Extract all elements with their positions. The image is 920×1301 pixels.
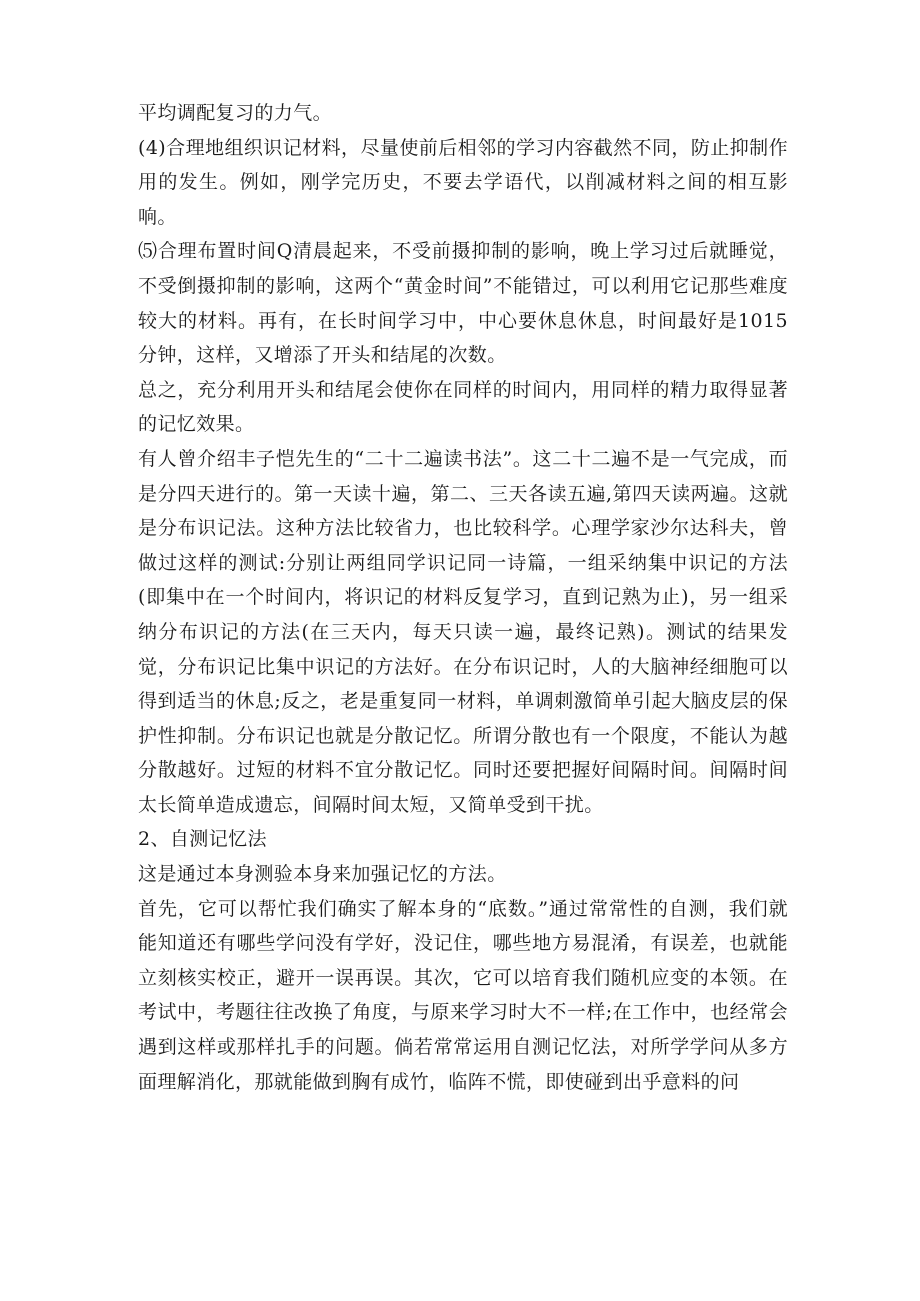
paragraph-summary: 总之，充分利用开头和结尾会使你在同样的时间内，用同样的精力取得显著的记忆效果。	[138, 378, 788, 436]
paragraph-organize-materials: (4)合理地组织识记材料，尽量使前后相邻的学习内容截然不同，防止抑制作用的发生。例如，刚学完历史，不要去学语代，以削减材料之间的相互影响。	[138, 136, 788, 228]
paragraph-review-effort: 平均调配复习的力气。	[138, 102, 333, 124]
document-page	[138, 96, 788, 1099]
section-heading-self-test: 2、自测记忆法	[138, 828, 267, 851]
paragraph-arrange-time: ⑸合理布置时间Q清晨起来，不受前摄抑制的影响，晚上学习过后就睡觉，不受倒摄抑制的影响，这两个“黄金时间”不能错过，可以利用它记那些难度较大的材料。再有，在长时间学习中，中心要休息休息，时间最好是1015分钟，这样，又增添了开头和结尾的次数。	[138, 240, 788, 367]
paragraph-self-test-benefits: 首先，它可以帮忙我们确实了解本身的“底数。”通过常常性的自测，我们就能知道还有哪些学问没有学好，没记住，哪些地方易混淆，有误差，也就能立刻核实校正，避开一误再误。其次，它可以培育我们随机应变的本领。在考试中，考题往往改换了角度，与原来学习时大不一样;在工作中，也经常会遇到这样或那样扎手的问题。倘若常常运用自测记忆法，对所学学问从多方面理解消化，那就能做到胸有成竹，临阵不慌，即使碰到出乎意料的问	[138, 897, 788, 1093]
paragraph-distributed-memory: 有人曾介绍丰子恺先生的“二十二遍读书法”。这二十二遍不是一气完成，而是分四天进行的。第一天读十遍，第二、三天各读五遍,第四天读两遍。这就是分布识记法。这种方法比较省力，也比较科学。心理学家沙尔达科夫，曾做过这样的测试:分别让两组同学识记同一诗篇，一组采纳集中识记的方法(即集中在一个时间内，将识记的材料反复学习，直到记熟为止)，另一组采纳分布识记的方法(在三天内，每天只读一遍，最终记熟)。测试的结果发觉，分布识记比集中识记的方法好。在分布识记时，人的大脑神经细胞可以得到适当的休息;反之，老是重复同一材料，单调刺激简单引起大脑皮层的保护性抑制。分布识记也就是分散记忆。所谓分散也有一个限度，不能认为越分散越好。过短的材料不宜分散记忆。同时还要把握好间隔时间。间隔时间太长简单造成遗忘，间隔时间太短，又简单受到干扰。	[138, 447, 788, 816]
paragraph-self-test-definition: 这是通过本身测验本身来加强记忆的方法。	[138, 863, 507, 886]
